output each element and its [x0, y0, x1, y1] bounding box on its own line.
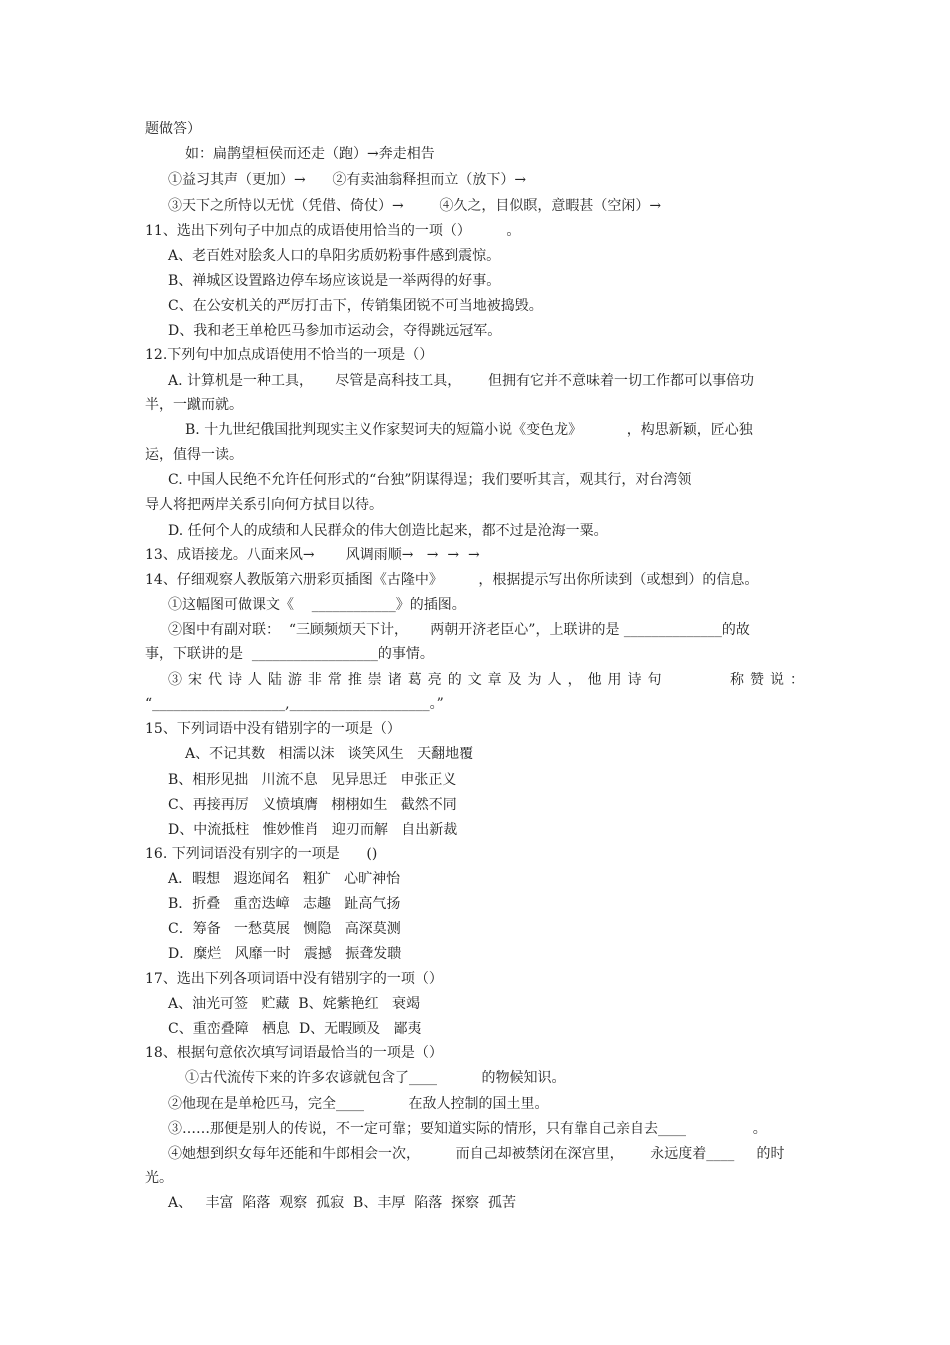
- text-line: 题做答）: [145, 121, 201, 137]
- option-a: A、老百姓对脍炙人口的阜阳劣质奶粉事件感到震惊。: [168, 248, 501, 264]
- option-b: B、禅城区设置路边停车场应该说是一举两得的好事。: [168, 273, 501, 289]
- question-15: 15、下列词语中没有错别字的一项是（）: [145, 721, 401, 737]
- text-line: ①古代流传下来的许多农谚就包含了____ 的物候知识。: [185, 1070, 566, 1086]
- options-ab: A、 丰富 陷落 观察 孤寂 B、丰厚 陷落 探察 孤苦: [168, 1195, 517, 1211]
- question-16: 16. 下列词语没有别字的一项是 (): [145, 846, 378, 862]
- options-ab: A、油光可签 贮藏 B、姹紫艳红 衰竭: [168, 996, 420, 1012]
- question-14: 14、仔细观察人教版第六册彩页插图《古隆中》 ，根据提示写出你所读到（或想到）的信息。: [145, 572, 759, 588]
- text-line: 如：扁鹊望桓侯而还走（跑）→奔走相告: [185, 146, 435, 162]
- option-c: C．筹备 一愁莫展 恻隐 高深莫测: [168, 921, 401, 937]
- text-line: ②图中有副对联： “三顾频烦天下计， 两朝开济老臣心”，上联讲的是 ______________的故: [168, 622, 750, 638]
- option-d: D、我和老王单枪匹马参加市运动会，夺得跳远冠军。: [168, 323, 502, 339]
- option-b: B. 十九世纪俄国批判现实主义作家契诃夫的短篇小说《变色龙》 ，构思新颖，匠心独: [185, 422, 753, 438]
- option-d: D、中流抵柱 惟妙惟肖 迎刃而解 自出新裁: [168, 822, 458, 838]
- text-line: ③天下之所恃以无忧（凭借、倚仗）→ ④久之，目似瞑，意暇甚（空闲）→: [168, 198, 662, 214]
- option-d: D. 任何个人的成绩和人民群众的伟大创造比起来，都不过是沧海一粟。: [168, 523, 608, 539]
- option-b: B．折叠 重峦迭嶂 志趣 趾高气扬: [168, 896, 401, 912]
- question-13: 13、成语接龙。八面来风→ 风调雨顺→ → → →: [145, 547, 480, 563]
- text-line: “___________________,____________________。”: [145, 696, 444, 712]
- options-cd: C、重峦叠障 栖息 D、无暇顾及 鄙夷: [168, 1021, 422, 1037]
- text-line: ③……那便是别人的传说，不一定可靠；要知道实际的情形，只有靠自己亲自去____ 。: [168, 1121, 767, 1137]
- text-line: ②他现在是单枪匹马，完全____ 在敌人控制的国土里。: [168, 1096, 549, 1112]
- text-line: 运，值得一读。: [145, 447, 243, 463]
- question-17: 17、选出下列各项词语中没有错别字的一项（）: [145, 971, 443, 987]
- text-line: ①这幅图可做课文《 ____________》的插图。: [168, 597, 466, 613]
- text-line: 光。: [145, 1170, 173, 1186]
- question-11: 11、选出下列句子中加点的成语使用恰当的一项（） 。: [145, 223, 521, 239]
- option-a: A．暇想 遐迩闻名 粗犷 心旷神怡: [168, 871, 401, 887]
- text-line: ③宋代诗人陆游非常推崇诸葛亮的文章及为人，他用诗句 称赞说：: [168, 672, 804, 688]
- text-line: 事，下联讲的是 __________________的事情。: [145, 646, 434, 662]
- text-line: 导人将把两岸关系引向何方拭目以待。: [145, 497, 383, 513]
- text-line: ④她想到织女每年还能和牛郎相会一次， 而自己却被禁闭在深宫里， 永远度着____ 的时: [168, 1146, 785, 1162]
- option-b: B、相形见拙 川流不息 见异思迁 申张正义: [168, 772, 457, 788]
- text-line: ①益习其声（更加）→ ②有卖油翁释担而立（放下）→: [168, 172, 527, 188]
- option-a: A. 计算机是一种工具， 尽管是高科技工具， 但拥有它并不意味着一切工作都可以事倍功: [168, 373, 754, 389]
- option-c: C、再接再厉 义愤填膺 栩栩如生 截然不同: [168, 797, 457, 813]
- option-d: D．糜烂 风靡一时 震撼 振聋发聩: [168, 946, 402, 962]
- text-line: 半，一蹴而就。: [145, 397, 243, 413]
- option-c: C、在公安机关的严厉打击下，传销集团锐不可当地被捣毁。: [168, 298, 543, 314]
- option-c: C. 中国人民绝不允许任何形式的“台独”阴谋得逞；我们要听其言，观其行，对台湾领: [168, 472, 692, 488]
- option-a: A、不记其数 相濡以沫 谈笑风生 天翻地覆: [185, 746, 474, 762]
- question-18: 18、根据句意依次填写词语最恰当的一项是（）: [145, 1045, 443, 1061]
- question-12: 12.下列句中加点成语使用不恰当的一项是（）: [145, 347, 434, 363]
